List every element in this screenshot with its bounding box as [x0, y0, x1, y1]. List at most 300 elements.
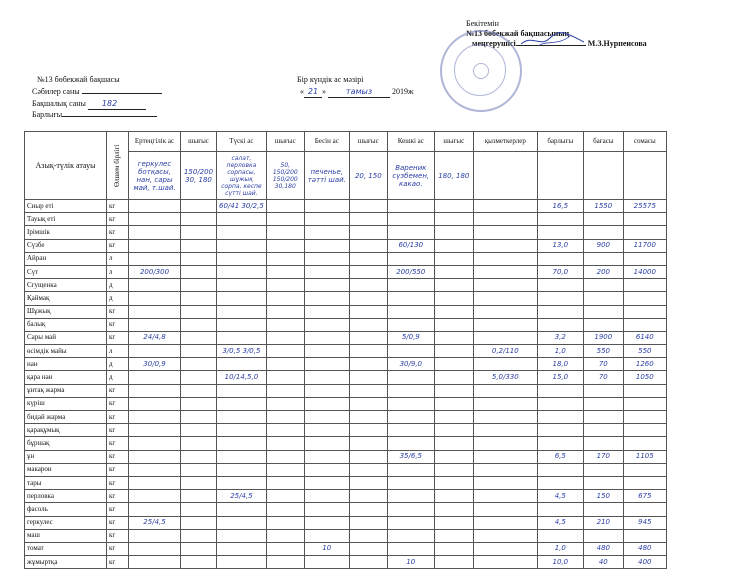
table-row [25, 279, 667, 292]
staff-qty [473, 411, 537, 424]
amount-cell [623, 384, 666, 397]
price-cell [583, 318, 623, 331]
approval-position: меңгерушісі [472, 39, 516, 48]
total-qty [537, 463, 583, 476]
dinner-qty [387, 411, 434, 424]
product-cell: қара нан [25, 371, 107, 384]
product-cell: ұнтақ жарма [25, 384, 107, 397]
unit-cell: л [107, 265, 129, 278]
snack-qty [304, 503, 349, 516]
lunch-qty [217, 503, 267, 516]
dinner-qty: 200/550 [387, 265, 434, 278]
table-row [25, 239, 667, 252]
snack-qty [304, 437, 349, 450]
amount-cell: 1260 [623, 358, 666, 371]
snack-qty [304, 556, 349, 569]
unit-cell: кг [107, 424, 129, 437]
lunch-qty: 25/4,5 [217, 490, 267, 503]
lunch-qty [217, 331, 267, 344]
unit-cell: кг [107, 226, 129, 239]
unit-cell: кг [107, 556, 129, 569]
col-product: Азық-түлік атауы [25, 132, 107, 200]
dinner-qty [387, 213, 434, 226]
staff-qty [473, 529, 537, 542]
total-qty [537, 411, 583, 424]
amount-cell [623, 503, 666, 516]
total-qty [537, 476, 583, 489]
price-cell: 170 [583, 450, 623, 463]
price-cell [583, 305, 623, 318]
table-row [25, 358, 667, 371]
lunch-out: 50, 150/200 150/200 30,180 [266, 152, 304, 200]
product-cell: маш [25, 529, 107, 542]
table-row [25, 463, 667, 476]
price-cell: 70 [583, 358, 623, 371]
lunch-qty [217, 424, 267, 437]
lunch-qty: 60/41 30/2,5 [217, 200, 267, 213]
col-dinner: Кешкі ас [387, 132, 434, 152]
total-qty: 18,0 [537, 358, 583, 371]
price-cell: 1550 [583, 200, 623, 213]
product-cell: томат [25, 542, 107, 555]
product-cell: ұн [25, 450, 107, 463]
staff-qty [473, 476, 537, 489]
dinner-qty [387, 490, 434, 503]
snack-qty [304, 226, 349, 239]
breakfast-qty: 25/4,5 [129, 516, 181, 529]
staff-qty [473, 331, 537, 344]
amount-cell [623, 252, 666, 265]
amount-cell: 550 [623, 345, 666, 358]
snack-qty [304, 516, 349, 529]
staff-qty [473, 516, 537, 529]
amount-cell: 11700 [623, 239, 666, 252]
staff-qty [473, 358, 537, 371]
total-qty: 4,5 [537, 516, 583, 529]
unit-cell: кг [107, 305, 129, 318]
snack-qty [304, 397, 349, 410]
breakfast-qty [129, 292, 181, 305]
table-row [25, 292, 667, 305]
table-row [25, 265, 667, 278]
lunch-dish: салат, перловка сорпасы, шұжық сорпа, кеспе сүтті шай. [217, 152, 267, 200]
stamp [440, 30, 522, 112]
snack-qty [304, 213, 349, 226]
breakfast-qty [129, 542, 181, 555]
product-cell: геркулес [25, 516, 107, 529]
snack-out: 20, 150 [349, 152, 387, 200]
staff-qty [473, 424, 537, 437]
breakfast-qty [129, 476, 181, 489]
staff-qty [473, 226, 537, 239]
unit-cell: кг [107, 411, 129, 424]
breakfast-qty [129, 279, 181, 292]
breakfast-qty [129, 318, 181, 331]
price-cell: 70 [583, 371, 623, 384]
lunch-qty [217, 252, 267, 265]
snack-qty [304, 345, 349, 358]
table-row [25, 252, 667, 265]
total-qty [537, 279, 583, 292]
breakfast-qty [129, 252, 181, 265]
snack-qty [304, 200, 349, 213]
lunch-qty [217, 516, 267, 529]
price-cell: 550 [583, 345, 623, 358]
breakfast-qty: 30/0,9 [129, 358, 181, 371]
snack-qty [304, 358, 349, 371]
staff-qty [473, 450, 537, 463]
breakfast-qty [129, 384, 181, 397]
total-qty: 16,5 [537, 200, 583, 213]
amount-cell [623, 397, 666, 410]
unit-cell: кг [107, 437, 129, 450]
dinner-qty [387, 292, 434, 305]
col-spent3: шығыс [349, 132, 387, 152]
amount-cell [623, 463, 666, 476]
snack-qty [304, 239, 349, 252]
amount-cell: 1105 [623, 450, 666, 463]
table-row [25, 318, 667, 331]
price-cell [583, 437, 623, 450]
price-cell [583, 252, 623, 265]
dinner-qty [387, 200, 434, 213]
date-month: тамыз [328, 87, 390, 98]
snack-qty [304, 529, 349, 542]
snack-qty [304, 252, 349, 265]
total-qty: 1,0 [537, 542, 583, 555]
staff-qty [473, 213, 537, 226]
nursery-count: Бақшалық саны 182 [32, 99, 146, 110]
product-cell: күріш [25, 397, 107, 410]
staff-qty [473, 463, 537, 476]
snack-qty [304, 450, 349, 463]
amount-cell [623, 437, 666, 450]
product-cell: макарон [25, 463, 107, 476]
price-cell: 1900 [583, 331, 623, 344]
snack-qty [304, 384, 349, 397]
dinner-qty [387, 397, 434, 410]
price-cell [583, 411, 623, 424]
dinner-qty [387, 529, 434, 542]
staff-qty [473, 252, 537, 265]
dinner-qty: 60/130 [387, 239, 434, 252]
price-cell [583, 503, 623, 516]
product-cell: Сүт [25, 265, 107, 278]
dinner-qty [387, 542, 434, 555]
product-cell: перловка [25, 490, 107, 503]
table-row [25, 556, 667, 569]
breakfast-qty [129, 213, 181, 226]
breakfast-qty [129, 503, 181, 516]
col-spent2: шығыс [266, 132, 304, 152]
total-qty [537, 305, 583, 318]
total-qty [537, 226, 583, 239]
total-qty: 13,0 [537, 239, 583, 252]
dinner-qty [387, 305, 434, 318]
breakfast-qty [129, 371, 181, 384]
breakfast-qty [129, 397, 181, 410]
col-staff: қызметкерлер [473, 132, 537, 152]
product-cell: Қаймақ [25, 292, 107, 305]
staff-qty [473, 318, 537, 331]
breakfast-qty [129, 345, 181, 358]
dinner-qty [387, 345, 434, 358]
price-cell [583, 529, 623, 542]
lunch-qty [217, 358, 267, 371]
price-cell [583, 213, 623, 226]
amount-cell: 6140 [623, 331, 666, 344]
product-cell: Сгущенка [25, 279, 107, 292]
dinner-qty [387, 371, 434, 384]
dinner-qty [387, 476, 434, 489]
menu-date: « 21 » тамыз 2019ж [300, 87, 414, 96]
staff-qty [473, 292, 537, 305]
lunch-qty [217, 397, 267, 410]
unit-cell: кг [107, 476, 129, 489]
snack-qty [304, 371, 349, 384]
total-qty: 4,5 [537, 490, 583, 503]
snack-qty [304, 411, 349, 424]
product-cell: бидай жарма [25, 411, 107, 424]
unit-cell: кг [107, 516, 129, 529]
product-cell: өсімдік майы [25, 345, 107, 358]
breakfast-qty [129, 226, 181, 239]
breakfast-qty [129, 305, 181, 318]
snack-qty [304, 463, 349, 476]
unit-cell: кг [107, 450, 129, 463]
snack-qty [304, 490, 349, 503]
lunch-qty [217, 463, 267, 476]
price-cell [583, 463, 623, 476]
lunch-qty [217, 542, 267, 555]
table-row [25, 305, 667, 318]
breakfast-dish: геркулес ботқасы, нан, сары май, т.шай. [129, 152, 181, 200]
lunch-qty [217, 556, 267, 569]
snack-qty [304, 476, 349, 489]
breakfast-qty [129, 490, 181, 503]
col-price: бағасы [583, 132, 623, 152]
signature [518, 30, 588, 50]
lunch-qty [217, 279, 267, 292]
amount-cell [623, 279, 666, 292]
amount-cell [623, 476, 666, 489]
dinner-qty: 10 [387, 556, 434, 569]
total-qty [537, 318, 583, 331]
dinner-dish: Вареник сүзбемен, какао. [387, 152, 434, 200]
children-count: Сәбилер саны [32, 87, 162, 97]
col-unit: Өлшем бірлігі [107, 132, 129, 200]
lunch-qty [217, 411, 267, 424]
product-cell: Сүзбе [25, 239, 107, 252]
approval-line1: Бекітемін [466, 19, 499, 28]
table-row [25, 226, 667, 239]
table-row [25, 450, 667, 463]
price-cell: 480 [583, 542, 623, 555]
lunch-qty [217, 239, 267, 252]
staff-qty [473, 305, 537, 318]
price-cell: 200 [583, 265, 623, 278]
table-row [25, 345, 667, 358]
lunch-qty [217, 318, 267, 331]
table-row [25, 476, 667, 489]
amount-cell [623, 529, 666, 542]
col-total: барлығы [537, 132, 583, 152]
lunch-qty [217, 213, 267, 226]
breakfast-qty [129, 556, 181, 569]
price-cell [583, 292, 623, 305]
lunch-qty: 10/14,5,0 [217, 371, 267, 384]
lunch-qty: 3/0,5 3/0,5 [217, 345, 267, 358]
unit-cell: кг [107, 542, 129, 555]
unit-cell: кг [107, 384, 129, 397]
product-cell: қарақұмық [25, 424, 107, 437]
nursery-value: 182 [101, 99, 118, 108]
breakfast-qty [129, 529, 181, 542]
breakfast-qty: 24/4,8 [129, 331, 181, 344]
staff-qty [473, 397, 537, 410]
table-row [25, 437, 667, 450]
amount-cell [623, 213, 666, 226]
dinner-qty [387, 226, 434, 239]
lunch-qty [217, 476, 267, 489]
table-row [25, 200, 667, 213]
product-cell: бұршақ [25, 437, 107, 450]
product-cell: Ірімшік [25, 226, 107, 239]
total-qty: 70,0 [537, 265, 583, 278]
amount-cell: 945 [623, 516, 666, 529]
col-lunch: Түскі ас [217, 132, 267, 152]
staff-qty: 5,0/330 [473, 371, 537, 384]
table-row [25, 384, 667, 397]
unit-cell: кг [107, 397, 129, 410]
snack-qty [304, 292, 349, 305]
total-qty [537, 503, 583, 516]
table-row [25, 397, 667, 410]
amount-cell [623, 305, 666, 318]
dinner-qty [387, 516, 434, 529]
snack-qty [304, 331, 349, 344]
amount-cell: 1050 [623, 371, 666, 384]
table-row [25, 490, 667, 503]
product-cell: Айран [25, 252, 107, 265]
total-qty [537, 384, 583, 397]
org-name: №13 бөбекжай бақшасы [37, 75, 120, 84]
dinner-qty [387, 437, 434, 450]
unit-cell: д [107, 292, 129, 305]
amount-cell: 25575 [623, 200, 666, 213]
table-row [25, 503, 667, 516]
staff-qty [473, 279, 537, 292]
date-year: 2019ж [392, 87, 414, 96]
dinner-out: 180, 180 [434, 152, 473, 200]
breakfast-qty [129, 424, 181, 437]
unit-cell: кг [107, 239, 129, 252]
col-breakfast: Ертеңгілік ас [129, 132, 181, 152]
dinner-qty [387, 318, 434, 331]
price-cell [583, 424, 623, 437]
unit-cell: кг [107, 200, 129, 213]
lunch-qty [217, 450, 267, 463]
snack-qty [304, 318, 349, 331]
total-qty: 1,0 [537, 345, 583, 358]
price-cell: 150 [583, 490, 623, 503]
table-row [25, 516, 667, 529]
dinner-qty: 5/0,9 [387, 331, 434, 344]
lunch-qty [217, 529, 267, 542]
total-qty [537, 252, 583, 265]
breakfast-qty [129, 437, 181, 450]
breakfast-qty: 200/300 [129, 265, 181, 278]
amount-cell: 675 [623, 490, 666, 503]
price-cell [583, 476, 623, 489]
breakfast-qty [129, 200, 181, 213]
staff-qty [473, 542, 537, 555]
staff-qty [473, 239, 537, 252]
product-cell: жұмыртқа [25, 556, 107, 569]
product-cell: нан [25, 358, 107, 371]
product-cell: Тауық еті [25, 213, 107, 226]
price-cell [583, 397, 623, 410]
unit-cell: л [107, 252, 129, 265]
table-row [25, 411, 667, 424]
amount-cell: 480 [623, 542, 666, 555]
unit-cell: д [107, 371, 129, 384]
col-amount: сомасы [623, 132, 666, 152]
lunch-qty [217, 305, 267, 318]
date-day: 21 [304, 87, 322, 98]
col-snack: Бесін ас [304, 132, 349, 152]
total-qty [537, 437, 583, 450]
table-row [25, 371, 667, 384]
table-row [25, 542, 667, 555]
total-qty: 15,0 [537, 371, 583, 384]
breakfast-out: 150/200 30, 180 [181, 152, 217, 200]
staff-qty [473, 490, 537, 503]
breakfast-qty [129, 239, 181, 252]
total-qty [537, 397, 583, 410]
price-cell [583, 384, 623, 397]
table-row [25, 213, 667, 226]
price-cell: 900 [583, 239, 623, 252]
breakfast-qty [129, 411, 181, 424]
dinner-qty [387, 252, 434, 265]
total-qty: 3,2 [537, 331, 583, 344]
unit-cell: кг [107, 463, 129, 476]
product-cell: фасоль [25, 503, 107, 516]
breakfast-qty [129, 450, 181, 463]
unit-cell: л [107, 345, 129, 358]
unit-cell: кг [107, 331, 129, 344]
price-cell: 210 [583, 516, 623, 529]
amount-cell [623, 292, 666, 305]
total-qty: 10,0 [537, 556, 583, 569]
unit-cell: кг [107, 318, 129, 331]
dinner-qty [387, 503, 434, 516]
dinner-qty [387, 384, 434, 397]
table-row [25, 331, 667, 344]
dinner-qty [387, 424, 434, 437]
table-body [25, 200, 667, 569]
lunch-qty [217, 437, 267, 450]
breakfast-qty [129, 463, 181, 476]
dinner-qty [387, 279, 434, 292]
table-row [25, 529, 667, 542]
unit-cell: кг [107, 213, 129, 226]
lunch-qty [217, 292, 267, 305]
amount-cell [623, 424, 666, 437]
amount-cell: 400 [623, 556, 666, 569]
product-cell: Сары май [25, 331, 107, 344]
